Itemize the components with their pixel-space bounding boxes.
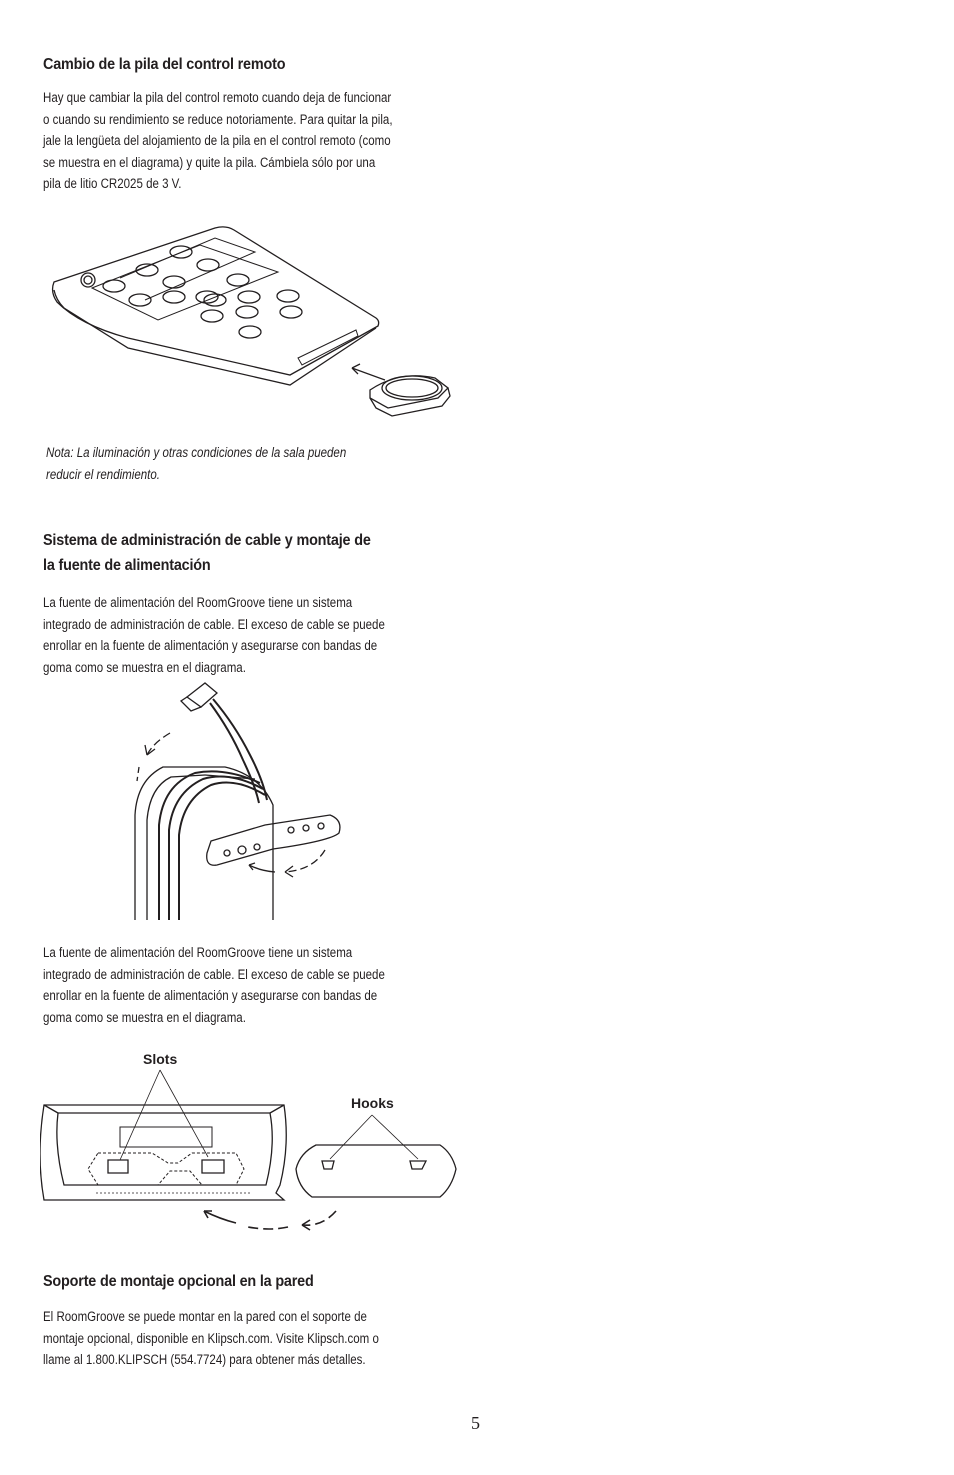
text-line: integrado de administración de cable. El exceso de cable se puede xyxy=(43,966,385,982)
paragraph-remote-battery xyxy=(43,87,464,195)
note-line: reducir el rendimiento. xyxy=(46,466,160,482)
heading-cable-management xyxy=(43,528,448,578)
text-line: La fuente de alimentación del RoomGroove tiene un sistema xyxy=(43,595,353,610)
text-line: montaje opcional, disponible en Klipsch.com. Visite Klipsch.com o xyxy=(43,1330,379,1346)
text-line: enrollar en la fuente de alimentación y asegurarse con bandas de xyxy=(43,988,378,1004)
text-line: Hay que cambiar la pila del control remoto cuando deja de funcionar xyxy=(43,90,392,105)
paragraph-cable-management-2 xyxy=(43,942,464,1028)
heading-remote-battery: Cambio de la pila del control remoto xyxy=(43,56,286,73)
paragraph-wall-mount xyxy=(43,1306,464,1371)
text-line: integrado de administración de cable. El exceso de cable se puede xyxy=(43,616,385,632)
text-line: o cuando su rendimiento se reduce notoriamente. Para quitar la pila, xyxy=(43,111,393,127)
hooks-label: Hooks xyxy=(351,1095,394,1111)
heading-line: Sistema de administración de cable y montaje de xyxy=(43,532,371,549)
text-line: se muestra en el diagrama) y quite la pila. Cámbiela sólo por una xyxy=(43,154,376,170)
remote-battery-diagram xyxy=(40,220,470,420)
page-number: 5 xyxy=(471,1413,480,1433)
text-line: jale la lengüeta del alojamiento de la pila en el control remoto (como xyxy=(43,133,391,149)
slots-label: Slots xyxy=(143,1051,178,1067)
power-supply-cable-diagram xyxy=(125,675,355,925)
note-text xyxy=(46,442,459,485)
text-line: goma como se muestra en el diagrama. xyxy=(43,1009,246,1025)
slots-hooks-diagram xyxy=(40,1045,465,1240)
text-line: El RoomGroove se puede montar en la pared con el soporte de xyxy=(43,1309,367,1324)
heading-line: la fuente de alimentación xyxy=(43,557,211,574)
text-line: pila de litio CR2025 de 3 V. xyxy=(43,176,182,192)
heading-wall-mount: Soporte de montaje opcional en la pared xyxy=(43,1273,314,1290)
text-line: La fuente de alimentación del RoomGroove tiene un sistema xyxy=(43,945,353,960)
note-line: Nota: La iluminación y otras condiciones de la sala pueden xyxy=(46,445,347,460)
text-line: goma como se muestra en el diagrama. xyxy=(43,659,246,675)
text-line: enrollar en la fuente de alimentación y asegurarse con bandas de xyxy=(43,638,378,654)
paragraph-cable-management xyxy=(43,592,464,678)
text-line: llame al 1.800.KLIPSCH (554.7724) para obtener más detalles. xyxy=(43,1352,366,1368)
